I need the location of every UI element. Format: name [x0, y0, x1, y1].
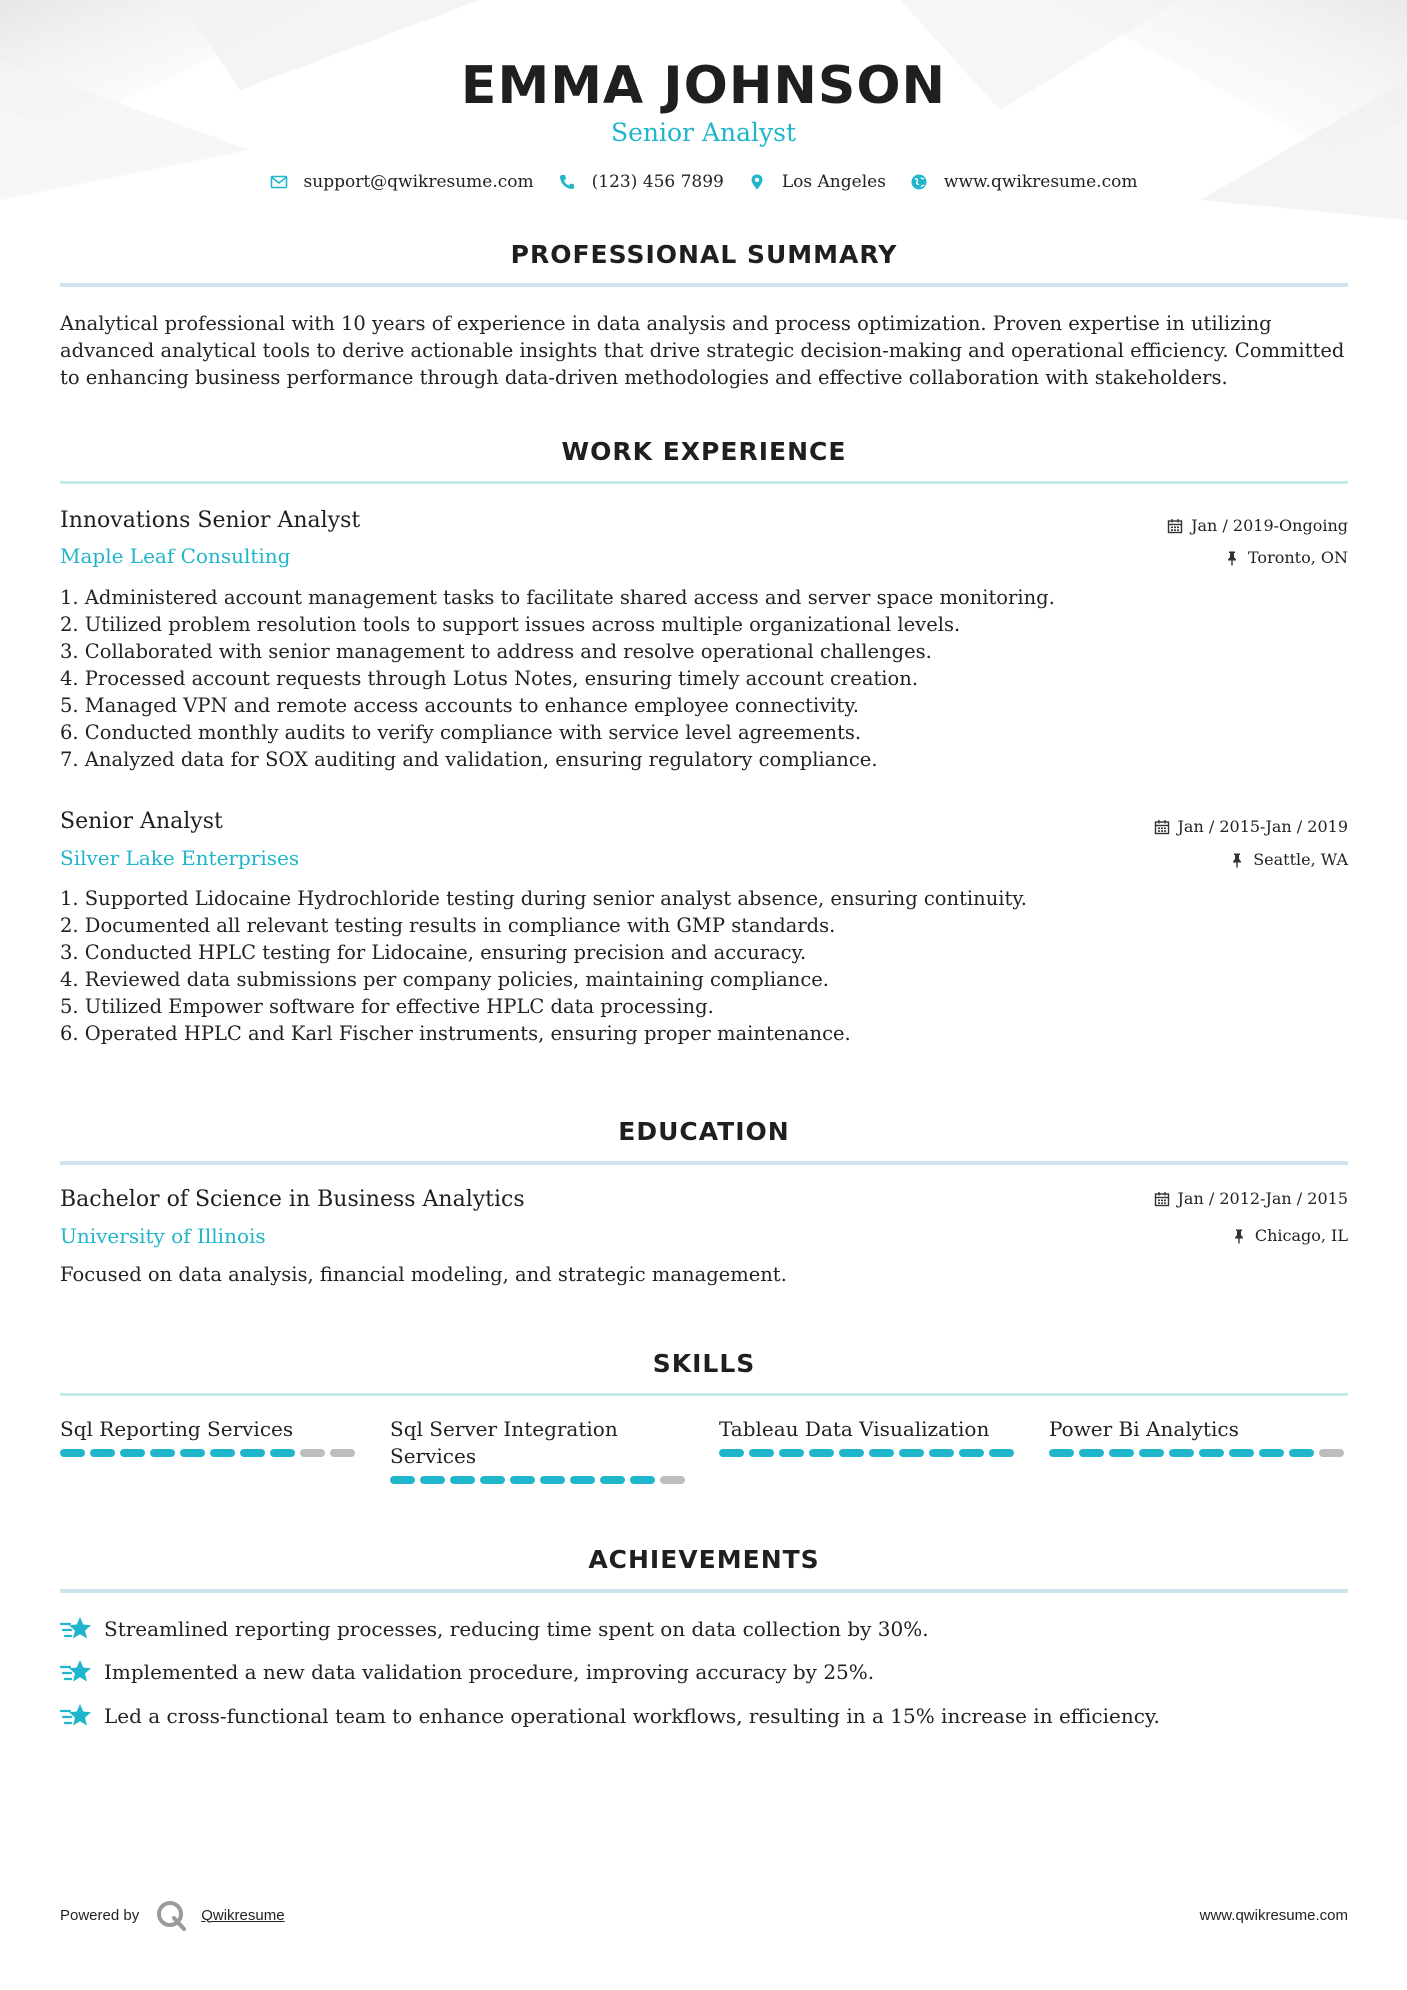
skill-level-bar [719, 1449, 1019, 1457]
skill-segment-filled [1199, 1449, 1224, 1457]
job-location-text: Toronto, ON [1248, 548, 1348, 567]
skill-segment-filled [480, 1476, 505, 1484]
duty-item: 1. Administered account management tasks to facilitate shared access and server space monitoring. [60, 586, 1055, 609]
skill-segment-filled [90, 1449, 115, 1457]
achievement-item [60, 1614, 929, 1644]
skill-segment-filled [959, 1449, 984, 1457]
job-duties [60, 885, 1260, 1047]
skill-segment-filled [809, 1449, 834, 1457]
skill-item [1049, 1416, 1349, 1457]
skill-segment-filled [1109, 1449, 1134, 1457]
location-text: Los Angeles [781, 172, 886, 192]
experience-heading: WORK EXPERIENCE [561, 437, 847, 466]
skill-segment-filled [540, 1476, 565, 1484]
job-location [1229, 850, 1348, 869]
education-dates-text: Jan / 2012-Jan / 2015 [1177, 1189, 1348, 1208]
education-divider [60, 1161, 1348, 1165]
calendar-icon [1154, 1191, 1170, 1207]
job-location [1224, 548, 1348, 567]
duty-item: 4. Processed account requests through Lotus Notes, ensuring timely account creation. [60, 667, 919, 690]
summary-divider [60, 283, 1348, 287]
job-company: Maple Leaf Consulting [60, 544, 291, 568]
skill-level-bar [60, 1449, 360, 1457]
envelope-icon [270, 173, 288, 191]
skill-segment-filled [1049, 1449, 1074, 1457]
skill-segment-filled [240, 1449, 265, 1457]
skill-name: Tableau Data Visualization [719, 1417, 990, 1441]
star-icon [60, 1657, 92, 1687]
skill-level-bar [1049, 1449, 1349, 1457]
star-icon [60, 1701, 92, 1731]
job-dates-text: Jan / 2019-Ongoing [1191, 516, 1348, 535]
skill-segment-empty [300, 1449, 325, 1457]
contact-phone[interactable] [558, 172, 724, 192]
email-text: support@qwikresume.com [303, 172, 534, 192]
skills-divider [60, 1393, 1348, 1396]
candidate-role: Senior Analyst [610, 118, 797, 147]
skill-segment-filled [989, 1449, 1014, 1457]
achievement-text: Streamlined reporting processes, reducing time spent on data collection by 30%. [104, 1617, 929, 1641]
skill-segment-filled [779, 1449, 804, 1457]
job-title: Senior Analyst [60, 809, 223, 834]
duty-item: 2. Utilized problem resolution tools to support issues across multiple organizational levels. [60, 613, 961, 636]
duty-item: 6. Operated HPLC and Karl Fischer instruments, ensuring proper maintenance. [60, 1022, 851, 1045]
star-icon [60, 1614, 92, 1644]
duty-item: 5. Utilized Empower software for effective HPLC data processing. [60, 995, 714, 1018]
duty-item: 3. Conducted HPLC testing for Lidocaine, ensuring precision and accuracy. [60, 941, 807, 964]
job-company: Silver Lake Enterprises [60, 846, 300, 870]
summary-text: Analytical professional with 10 years of experience in data analysis and process optimization. Proven expertise in utilizing advanced analytical tools to derive actionable insights that drive strategic decision-making and operational efficiency. Committed to enhancing business performance through data-driven methodologies and effective collaboration with stakeholders. [60, 312, 1345, 389]
calendar-icon [1167, 518, 1183, 534]
skill-segment-filled [270, 1449, 295, 1457]
pushpin-icon [1231, 1228, 1247, 1244]
skill-segment-filled [719, 1449, 744, 1457]
skill-segment-filled [1259, 1449, 1284, 1457]
candidate-name: EMMA JOHNSON [460, 56, 947, 116]
duty-item: 6. Conducted monthly audits to verify compliance with service level agreements. [60, 721, 862, 744]
skill-segment-filled [570, 1476, 595, 1484]
map-pin-icon [748, 173, 766, 191]
duty-item: 7. Analyzed data for SOX auditing and validation, ensuring regulatory compliance. [60, 748, 878, 771]
skill-segment-filled [150, 1449, 175, 1457]
skill-segment-filled [1289, 1449, 1314, 1457]
skill-name: Sql Reporting Services [60, 1417, 294, 1441]
achievement-text: Led a cross-functional team to enhance operational workflows, resulting in a 15% increase in efficiency. [104, 1704, 1160, 1728]
duty-item: 3. Collaborated with senior management to address and resolve operational challenges. [60, 640, 932, 663]
phone-text: (123) 456 7899 [591, 172, 724, 192]
skill-segment-filled [630, 1476, 655, 1484]
achievement-text: Implemented a new data validation procedure, improving accuracy by 25%. [104, 1660, 875, 1684]
job-dates-text: Jan / 2015-Jan / 2019 [1177, 817, 1348, 836]
pushpin-icon [1224, 550, 1240, 566]
footer-website[interactable]: www.qwikresume.com [1199, 1907, 1348, 1924]
skill-segment-filled [899, 1449, 924, 1457]
qwikresume-link[interactable]: Qwikresume [201, 1906, 285, 1924]
website-text: www.qwikresume.com [943, 172, 1138, 192]
skill-segment-filled [839, 1449, 864, 1457]
skill-segment-filled [1079, 1449, 1104, 1457]
achievement-item [60, 1701, 1160, 1731]
skill-segment-filled [210, 1449, 235, 1457]
duty-item: 1. Supported Lidocaine Hydrochloride testing during senior analyst absence, ensuring continuity. [60, 887, 1027, 910]
powered-by-text: Powered by [60, 1906, 140, 1924]
phone-icon [558, 173, 576, 191]
achievements-heading: ACHIEVEMENTS [588, 1545, 820, 1574]
degree-title: Bachelor of Science in Business Analytics [60, 1187, 525, 1212]
skill-segment-filled [120, 1449, 145, 1457]
skill-segment-empty [330, 1449, 355, 1457]
school-name: University of Illinois [60, 1224, 266, 1248]
skill-name: Sql Server Integration Services [390, 1417, 618, 1468]
skill-item [390, 1416, 690, 1484]
job-dates [1167, 516, 1348, 535]
skill-segment-filled [869, 1449, 894, 1457]
duty-item: 2. Documented all relevant testing results in compliance with GMP standards. [60, 914, 836, 937]
skill-segment-filled [450, 1476, 475, 1484]
calendar-icon [1154, 819, 1170, 835]
skill-segment-filled [600, 1476, 625, 1484]
achievements-divider [60, 1589, 1348, 1593]
contact-location [748, 172, 886, 192]
contact-email[interactable] [270, 172, 534, 192]
skill-segment-filled [510, 1476, 535, 1484]
skill-segment-filled [929, 1449, 954, 1457]
education-location-text: Chicago, IL [1254, 1226, 1348, 1245]
summary-heading: PROFESSIONAL SUMMARY [510, 240, 898, 269]
education-location [1231, 1226, 1348, 1245]
globe-icon [910, 173, 928, 191]
skill-name: Power Bi Analytics [1049, 1417, 1239, 1441]
skill-segment-filled [749, 1449, 774, 1457]
skill-segment-filled [1139, 1449, 1164, 1457]
skill-segment-filled [390, 1476, 415, 1484]
footer-powered-by [60, 1899, 285, 1931]
skill-segment-filled [1169, 1449, 1194, 1457]
skill-segment-filled [180, 1449, 205, 1457]
job-duties [60, 584, 1260, 773]
contact-bar [0, 172, 1407, 192]
skill-segment-empty [1319, 1449, 1344, 1457]
duty-item: 5. Managed VPN and remote access accounts to enhance employee connectivity. [60, 694, 859, 717]
qwikresume-logo-icon [155, 1899, 187, 1931]
education-heading: EDUCATION [618, 1117, 790, 1146]
skill-segment-filled [420, 1476, 445, 1484]
education-description: Focused on data analysis, financial modeling, and strategic management. [60, 1263, 787, 1286]
skill-item [60, 1416, 360, 1457]
pushpin-icon [1229, 852, 1245, 868]
experience-divider [60, 481, 1348, 484]
skill-segment-filled [60, 1449, 85, 1457]
skills-heading: SKILLS [652, 1349, 756, 1378]
duty-item: 4. Reviewed data submissions per company policies, maintaining compliance. [60, 968, 830, 991]
job-location-text: Seattle, WA [1253, 850, 1348, 869]
job-title: Innovations Senior Analyst [60, 508, 361, 533]
skill-level-bar [390, 1476, 690, 1484]
job-dates [1154, 817, 1348, 836]
achievement-item [60, 1657, 874, 1687]
contact-website[interactable] [910, 172, 1138, 192]
skill-item [719, 1416, 1019, 1457]
skill-segment-filled [1229, 1449, 1254, 1457]
skill-segment-empty [660, 1476, 685, 1484]
education-dates [1154, 1189, 1348, 1208]
